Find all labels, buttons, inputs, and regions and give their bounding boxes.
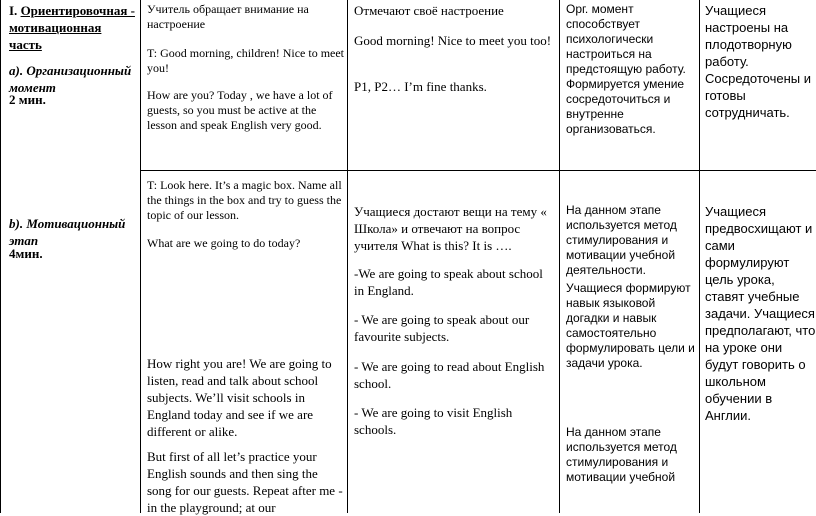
students-school-items: Учащиеся достают вещи на тему « Школа» и отвечают на вопрос учителя What is this? It is …. (354, 204, 547, 253)
column-divider-2 (347, 0, 348, 513)
result-motivation: Учащиеся предвосхищают и сами формулируют цель урока, ставят учебные задачи. Учащиеся предполагают, что на уроке они будут говорить о школьном обучении в Англии. (705, 204, 816, 423)
org-moment-time: 2 мин. (9, 92, 46, 107)
method-org-moment: Орг. момент способствует психологически настроиться на предстоящую работу. Формируется умение сосредоточиться и внутренне организоваться. (566, 2, 686, 136)
students-answer-4: - We are going to visit English schools. (354, 405, 513, 437)
students-answer-2: - We are going to speak about our favourite subjects. (354, 312, 530, 344)
org-moment-title: a). Организационный момент (9, 63, 132, 95)
row-divider (140, 170, 816, 171)
teacher-note-mood: Учитель обращает внимание на настроение (147, 2, 309, 31)
method-language-guess: Учащиеся формируют навык языковой догадки и навык самостоятельно формулировать цели и задачи урока. (566, 281, 695, 370)
stage-title: Ориентировочная - мотивационная часть (9, 3, 135, 52)
motivation-time: 4мин. (9, 246, 43, 261)
teacher-magic-box: T: Look here. It’s a magic box. Name all the things in the box and try to guess the topic of our lesson. (147, 178, 342, 222)
teacher-question: What are we going to do today? (147, 236, 301, 250)
teacher-how-are-you: How are you? Today , we have a lot of guests, so you must be active at the lesson and speak English very good. (147, 88, 333, 132)
column-divider-4 (699, 0, 700, 513)
stage-heading (9, 2, 137, 53)
teacher-greeting: T: Good morning, children! Nice to meet you! (147, 46, 345, 75)
teacher-practice: But first of all let’s practice your English sounds and then sing the song for our guests. Repeat after me - in the playground; at our (147, 449, 343, 515)
stage-number: I. (9, 3, 21, 18)
result-org-moment: Учащиеся настроены на плодотворную работу. Сосредоточены и готовы сотрудничать. (705, 3, 811, 120)
students-greeting: Good morning! Nice to meet you too! (354, 33, 552, 48)
method-stimulation: На данном этапе используется метод стимулирования и мотивации учебной (566, 425, 677, 484)
students-answer-1: -We are going to speak about school in England. (354, 266, 543, 298)
students-fine: P1, P2… I’m fine thanks. (354, 79, 487, 94)
students-answer-3: - We are going to read about English school. (354, 359, 545, 391)
motivation-title: b). Мотивационный этап (9, 216, 126, 248)
teacher-lesson-plan: How right you are! We are going to listen, read and talk about school subjects. We’ll visit schools in England today and see if we are different or alike. (147, 356, 332, 439)
column-divider-1 (140, 0, 141, 513)
table-border-left (0, 0, 1, 513)
method-motivation: На данном этапе используется метод стимулирования и мотивации учебной деятельности. (566, 203, 677, 277)
column-divider-3 (559, 0, 560, 513)
students-mood: Отмечают своё настроение (354, 3, 504, 18)
